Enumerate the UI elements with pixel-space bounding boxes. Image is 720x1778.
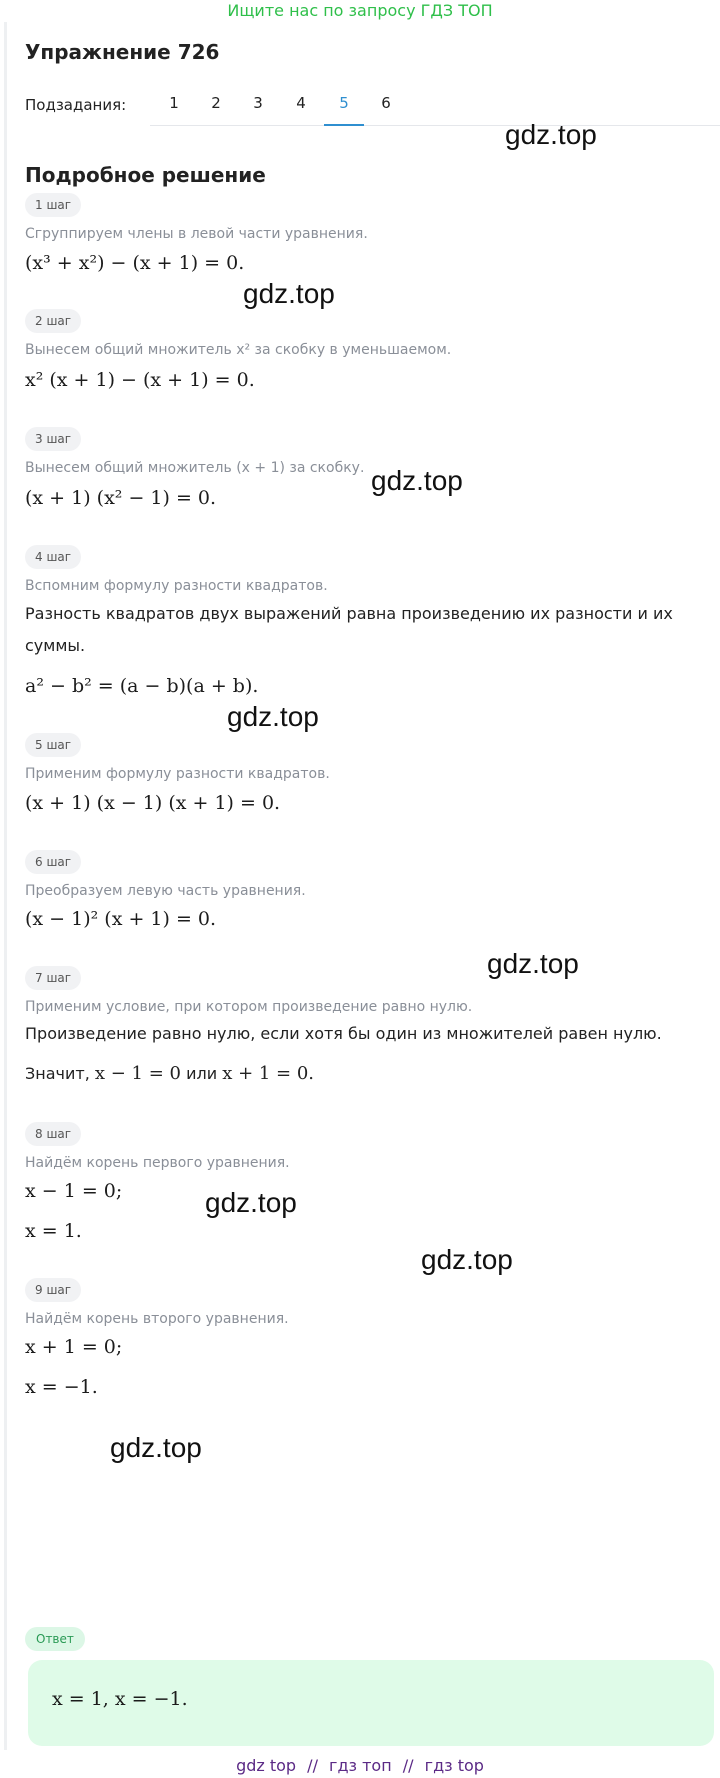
step-desc-1: Сгруппируем члены в левой части уравнения. bbox=[25, 226, 368, 242]
page-title: Упражнение 726 bbox=[25, 40, 220, 64]
step-math-8a: x − 1 = 0; bbox=[25, 1180, 123, 1202]
tab-subtask-4[interactable]: 4 bbox=[296, 94, 306, 112]
watermark: gdz.top bbox=[421, 1244, 513, 1275]
footer-separator: // bbox=[402, 1756, 414, 1775]
step-badge-3: 3 шаг bbox=[25, 427, 81, 451]
tab-subtask-3[interactable]: 3 bbox=[253, 94, 263, 112]
tab-subtask-5[interactable]: 5 bbox=[324, 90, 364, 126]
top-banner: Ищите нас по запросу ГДЗ ТОП bbox=[227, 1, 493, 20]
subtask-tabs bbox=[150, 90, 720, 126]
step-badge-5: 5 шаг bbox=[25, 733, 81, 757]
conclusion-prefix: Значит, bbox=[25, 1064, 90, 1083]
footer-links bbox=[0, 1754, 720, 1778]
watermark: gdz.top bbox=[371, 465, 463, 496]
step-math-9b: x = −1. bbox=[25, 1376, 98, 1398]
watermark: gdz.top bbox=[110, 1432, 202, 1463]
step-desc-3: Вынесем общий множитель (x + 1) за скобку. bbox=[25, 460, 365, 476]
tab-subtask-1[interactable]: 1 bbox=[169, 94, 179, 112]
conclusion-eq-1: x − 1 = 0 bbox=[94, 1063, 181, 1084]
step-math-5: (x + 1) (x − 1) (x + 1) = 0. bbox=[25, 792, 281, 814]
tab-subtask-6[interactable]: 6 bbox=[381, 94, 391, 112]
footer-separator: // bbox=[307, 1756, 318, 1775]
step-desc-2: Вынесем общий множитель x² за скобку в уменьшаемом. bbox=[25, 342, 452, 358]
subtasks-label: Подзадания: bbox=[25, 96, 127, 114]
step-math-9a: x + 1 = 0; bbox=[25, 1336, 123, 1358]
footer-link-gdz-top-ru[interactable]: гдз топ bbox=[329, 1756, 392, 1775]
step-badge-7: 7 шаг bbox=[25, 966, 81, 990]
step-desc-4: Вспомним формулу разности квадратов. bbox=[25, 578, 328, 594]
step-math-1: (x³ + x²) − (x + 1) = 0. bbox=[25, 252, 245, 274]
footer-link-gdz-top-mixed[interactable]: гдз top bbox=[424, 1756, 484, 1775]
step-math-6: (x − 1)² (x + 1) = 0. bbox=[25, 908, 217, 930]
step-text-4: Разность квадратов двух выражений равна произведению их разности и их суммы. bbox=[25, 604, 673, 655]
step-badge-1: 1 шаг bbox=[25, 193, 81, 217]
watermark: gdz.top bbox=[227, 701, 319, 732]
step-badge-8: 8 шаг bbox=[25, 1122, 81, 1146]
answer-box bbox=[28, 1660, 714, 1746]
step-text-7-conclusion bbox=[25, 1058, 695, 1090]
step-math-2: x² (x + 1) − (x + 1) = 0. bbox=[25, 369, 255, 391]
step-desc-7: Применим условие, при котором произведение равно нулю. bbox=[25, 999, 473, 1015]
subtasks-bar bbox=[25, 90, 705, 126]
section-title: Подробное решение bbox=[25, 163, 266, 187]
step-badge-6: 6 шаг bbox=[25, 850, 81, 874]
answer-math: x = 1, x = −1. bbox=[52, 1688, 188, 1710]
step-badge-2: 2 шаг bbox=[25, 309, 81, 333]
step-math-3: (x + 1) (x² − 1) = 0. bbox=[25, 487, 217, 509]
answer-badge: Ответ bbox=[25, 1627, 85, 1651]
step-desc-9: Найдём корень второго уравнения. bbox=[25, 1311, 289, 1327]
step-text-7: Произведение равно нулю, если хотя бы один из множителей равен нулю. bbox=[25, 1024, 662, 1043]
watermark: gdz.top bbox=[243, 278, 335, 309]
step-desc-5: Применим формулу разности квадратов. bbox=[25, 766, 330, 782]
tab-subtask-2[interactable]: 2 bbox=[211, 94, 221, 112]
watermark: gdz.top bbox=[505, 119, 597, 150]
step-math-8b: x = 1. bbox=[25, 1220, 82, 1242]
step-badge-9: 9 шаг bbox=[25, 1278, 81, 1302]
footer-link-gdz-top[interactable]: gdz top bbox=[236, 1756, 297, 1775]
watermark: gdz.top bbox=[487, 948, 579, 979]
watermark: gdz.top bbox=[205, 1187, 297, 1218]
conclusion-or: или bbox=[186, 1064, 218, 1083]
conclusion-eq-2: x + 1 = 0. bbox=[222, 1063, 315, 1084]
step-badge-4: 4 шаг bbox=[25, 545, 81, 569]
step-math-4: a² − b² = (a − b)(a + b). bbox=[25, 675, 259, 697]
step-desc-8: Найдём корень первого уравнения. bbox=[25, 1155, 290, 1171]
step-desc-6: Преобразуем левую часть уравнения. bbox=[25, 883, 306, 899]
